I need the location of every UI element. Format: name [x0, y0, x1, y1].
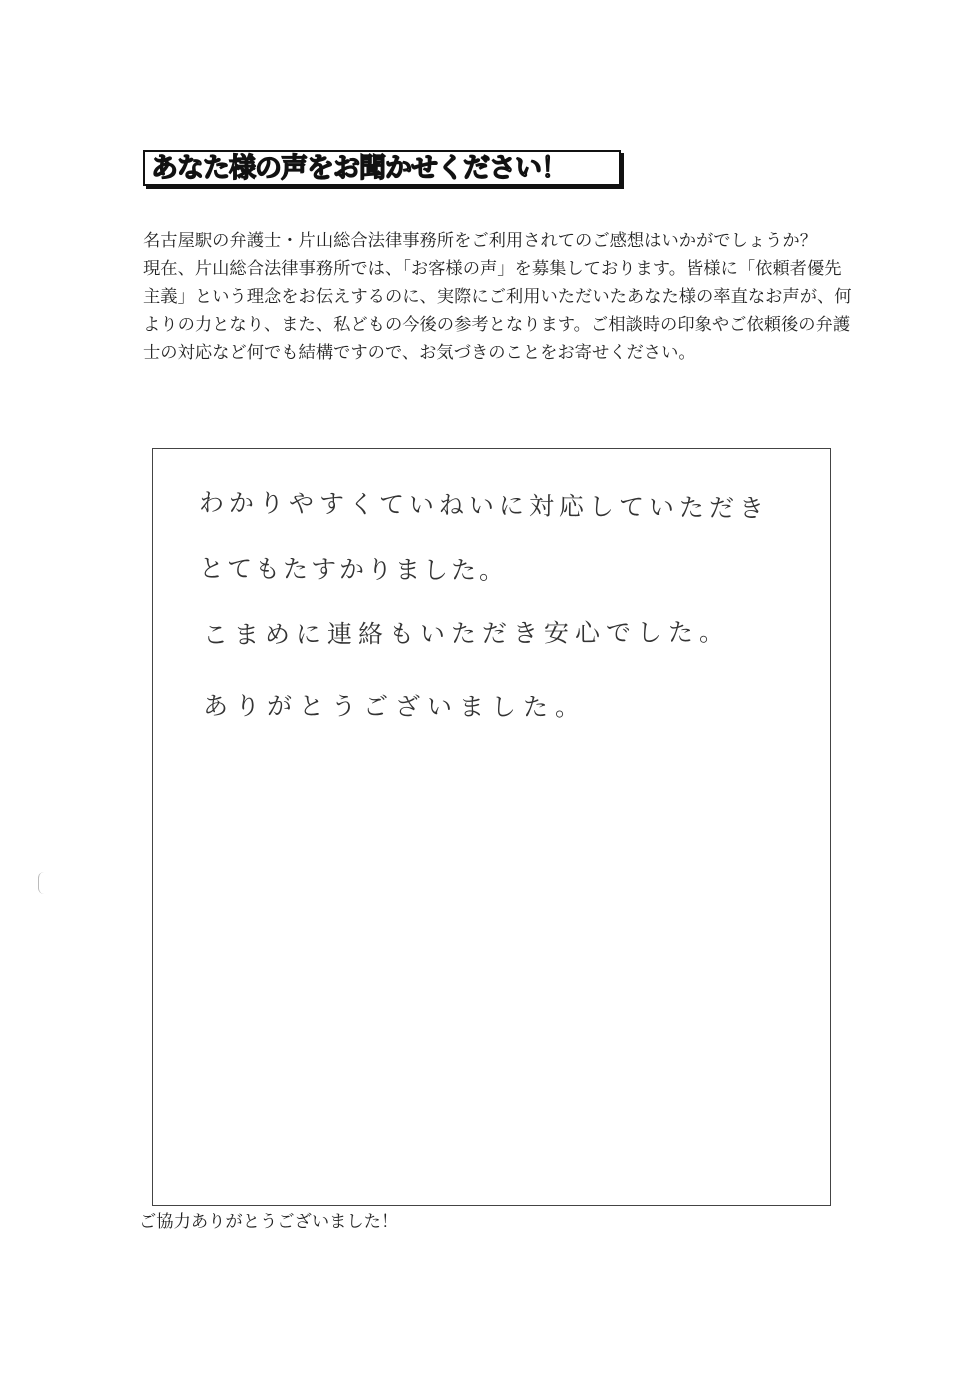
handwritten-line-3: こまめに連絡もいただき安心でした。 [202, 617, 731, 650]
handwritten-line-1: わかりやすくていねいに対応していただき [198, 488, 770, 523]
handwritten-line-2: とてもたすかりました。 [198, 553, 508, 586]
form-title: あなた様の声をお聞かせください！ [151, 152, 567, 184]
closing-thanks: ご協力ありがとうございました！ [139, 1212, 399, 1232]
handwritten-answer-box [152, 448, 831, 1206]
intro-text [143, 227, 855, 367]
scan-mark [38, 872, 45, 894]
intro-paragraph-1: 名古屋駅の弁護士・片山総合法律事務所をご利用されてのご感想はいかがでしょうか？ [143, 231, 817, 251]
handwritten-line-4: ありがとうございました。 [202, 691, 588, 722]
form-title-box [143, 150, 621, 186]
intro-paragraph-2: 現在、片山総合法律事務所では、「お客様の声」を募集しております。皆様に「依頼者優先主義」という理念をお伝えするのに、実際にご利用いただいたあなた様の率直なお声が、何よりの力となり、また、私どもの今後の参考となります。ご相談時の印象やご依頼後の弁護士の対応など何でも結構ですので、お気づきのことをお寄せください。 [143, 259, 852, 363]
